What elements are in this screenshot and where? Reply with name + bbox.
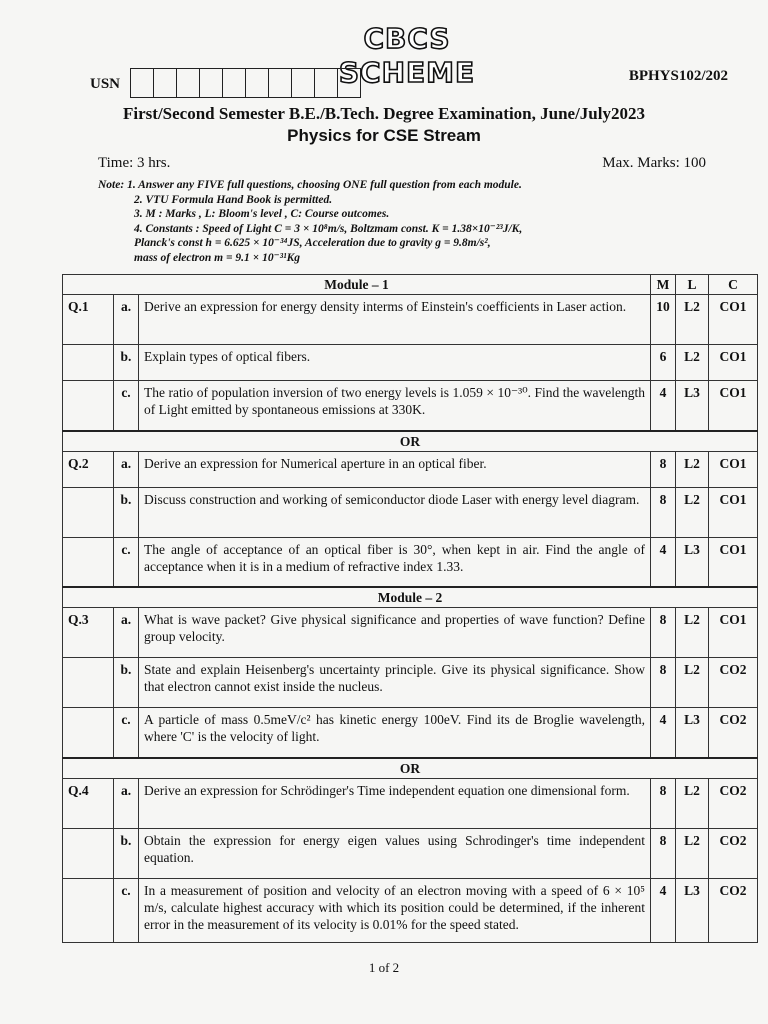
section-separator: OR (63, 758, 758, 779)
course-outcome-cell: CO1 (709, 451, 758, 487)
blooms-level-cell: L3 (676, 708, 709, 758)
course-outcome-cell: CO1 (709, 295, 758, 345)
scheme-logo: CBCS SCHEME (338, 22, 476, 89)
course-outcome-cell: CO1 (709, 345, 758, 381)
marks-cell: 4 (651, 537, 676, 587)
question-row (63, 537, 758, 587)
question-number: Q.4 (63, 778, 114, 828)
sub-question-label: a. (114, 608, 139, 658)
question-row (63, 608, 758, 658)
course-outcome-cell: CO1 (709, 608, 758, 658)
max-marks: Max. Marks: 100 (602, 155, 706, 171)
course-outcome-cell: CO2 (709, 658, 758, 708)
question-text: What is wave packet? Give physical significance and properties of wave function? Define group velocity. (139, 608, 651, 658)
note-text: 4. Constants : Speed of Light C = 3 × 10⁸m/s, Boltzmam const. K = 1.38×10⁻²³J/K, (134, 222, 523, 235)
course-outcome-cell: CO2 (709, 828, 758, 878)
sub-question-label: b. (114, 487, 139, 537)
note-line (98, 251, 522, 266)
course-outcome-cell: CO2 (709, 778, 758, 828)
question-text: Explain types of optical fibers. (139, 345, 651, 381)
usn-digit-box[interactable] (200, 69, 223, 97)
marks-cell: 8 (651, 487, 676, 537)
question-row (63, 658, 758, 708)
marks-column-header: M (651, 275, 676, 295)
marks-cell: 4 (651, 708, 676, 758)
marks-cell: 8 (651, 658, 676, 708)
question-row (63, 878, 758, 942)
usn-digit-box[interactable] (154, 69, 177, 97)
question-text: A particle of mass 0.5meV/c² has kinetic energy 100eV. Find its de Broglie wavelength, where 'C' is the velocity of light. (139, 708, 651, 758)
blooms-level-cell: L2 (676, 451, 709, 487)
blooms-level-cell: L2 (676, 487, 709, 537)
blooms-level-cell: L2 (676, 778, 709, 828)
section-separator: OR (63, 431, 758, 452)
marks-cell: 8 (651, 608, 676, 658)
question-text: The ratio of population inversion of two energy levels is 1.059 × 10⁻³⁰. Find the wavelength of Light emitted by spontaneous emissions at 330K. (139, 381, 651, 431)
question-row (63, 451, 758, 487)
marks-cell: 4 (651, 878, 676, 942)
question-row (63, 487, 758, 537)
co-column-header: C (709, 275, 758, 295)
marks-cell: 10 (651, 295, 676, 345)
question-row (63, 295, 758, 345)
question-row (63, 708, 758, 758)
sub-question-label: a. (114, 778, 139, 828)
note-text: Planck's const h = 6.625 × 10⁻³⁴JS, Acceleration due to gravity g = 9.8m/s², (134, 237, 491, 249)
course-outcome-cell: CO2 (709, 708, 758, 758)
question-number: Q.2 (63, 451, 114, 487)
note-line (98, 193, 522, 208)
course-outcome-cell: CO1 (709, 381, 758, 431)
note-line (98, 207, 522, 222)
sub-question-label: c. (114, 708, 139, 758)
sub-question-label: b. (114, 345, 139, 381)
question-text: The angle of acceptance of an optical fiber is 30°, when kept in air. Find the angle of acceptance when it is in a medium of refractive index 1.33. (139, 537, 651, 587)
note-prefix: Note: (98, 179, 125, 191)
course-outcome-cell: CO1 (709, 537, 758, 587)
question-number (63, 537, 114, 587)
question-text: Derive an expression for Numerical aperture in an optical fiber. (139, 451, 651, 487)
question-number: Q.1 (63, 295, 114, 345)
note-text: mass of electron m = 9.1 × 10⁻³¹Kg (134, 251, 300, 264)
question-text: Discuss construction and working of semiconductor diode Laser with energy level diagram. (139, 487, 651, 537)
level-column-header: L (676, 275, 709, 295)
section-separator: Module – 2 (63, 587, 758, 608)
note-text: 3. M : Marks , L: Bloom's level , C: Course outcomes. (134, 208, 390, 220)
course-outcome-cell: CO2 (709, 878, 758, 942)
question-text: Derive an expression for energy density interms of Einstein's coefficients in Laser action. (139, 295, 651, 345)
blooms-level-cell: L2 (676, 345, 709, 381)
blooms-level-cell: L3 (676, 381, 709, 431)
question-number: Q.3 (63, 608, 114, 658)
question-row (63, 345, 758, 381)
question-row (63, 381, 758, 431)
usn-digit-box[interactable] (223, 69, 246, 97)
note-text: 2. VTU Formula Hand Book is permitted. (134, 193, 333, 206)
table-header-row (63, 275, 758, 295)
course-outcome-cell: CO1 (709, 487, 758, 537)
page-number: 1 of 2 (368, 960, 400, 975)
sub-question-label: c. (114, 878, 139, 942)
question-number (63, 487, 114, 537)
sub-question-label: a. (114, 451, 139, 487)
section-separator-row (63, 587, 758, 608)
marks-cell: 4 (651, 381, 676, 431)
marks-cell: 8 (651, 451, 676, 487)
marks-cell: 6 (651, 345, 676, 381)
question-row (63, 828, 758, 878)
question-table (62, 274, 758, 943)
marks-cell: 8 (651, 778, 676, 828)
blooms-level-cell: L3 (676, 537, 709, 587)
sub-question-label: a. (114, 295, 139, 345)
usn-boxes[interactable] (130, 68, 361, 98)
question-number (63, 878, 114, 942)
question-number (63, 381, 114, 431)
question-number (63, 708, 114, 758)
question-text: Derive an expression for Schrödinger's Time independent equation one dimensional form. (139, 778, 651, 828)
section-separator-row (63, 431, 758, 452)
blooms-level-cell: L2 (676, 658, 709, 708)
question-row (63, 778, 758, 828)
exam-title: First/Second Semester B.E./B.Tech. Degree Examination, June/July2023 (123, 104, 645, 123)
blooms-level-cell: L2 (676, 828, 709, 878)
time-allowed: Time: 3 hrs. (98, 155, 171, 171)
blooms-level-cell: L2 (676, 295, 709, 345)
question-text: Obtain the expression for energy eigen values using Schrodinger's time independent equation. (139, 828, 651, 878)
module-heading: Module – 1 (63, 275, 651, 295)
usn-digit-box[interactable] (338, 69, 360, 97)
sub-question-label: c. (114, 537, 139, 587)
blooms-level-cell: L3 (676, 878, 709, 942)
usn-digit-box[interactable] (131, 69, 154, 97)
sub-question-label: b. (114, 658, 139, 708)
usn-digit-box[interactable] (292, 69, 315, 97)
usn-digit-box[interactable] (315, 69, 338, 97)
note-line (98, 178, 522, 193)
paper-code: BPHYS102/202 (628, 68, 728, 84)
question-text: State and explain Heisenberg's uncertainty principle. Give its physical significance. Show that electron cannot exist inside the nucleus. (139, 658, 651, 708)
subject-title: Physics for CSE Stream (287, 126, 481, 145)
question-text: In a measurement of position and velocity of an electron moving with a speed of 6 × 10⁵ m/s, calculate highest accuracy with which its position could be determined, if the inherent error in the measurement of its velocity is 0.01% for the speed stated. (139, 878, 651, 942)
section-separator-row (63, 758, 758, 779)
question-number (63, 658, 114, 708)
sub-question-label: c. (114, 381, 139, 431)
note-line (98, 236, 522, 251)
blooms-level-cell: L2 (676, 608, 709, 658)
sub-question-label: b. (114, 828, 139, 878)
note-text: 1. Answer any FIVE full questions, choosing ONE full question from each module. (127, 179, 522, 191)
question-number (63, 345, 114, 381)
usn-digit-box[interactable] (269, 69, 292, 97)
note-line (98, 222, 522, 237)
instructions-note (98, 178, 522, 265)
marks-cell: 8 (651, 828, 676, 878)
question-number (63, 828, 114, 878)
usn-digit-box[interactable] (177, 69, 200, 97)
usn-digit-box[interactable] (246, 69, 269, 97)
usn-label: USN (90, 76, 121, 92)
